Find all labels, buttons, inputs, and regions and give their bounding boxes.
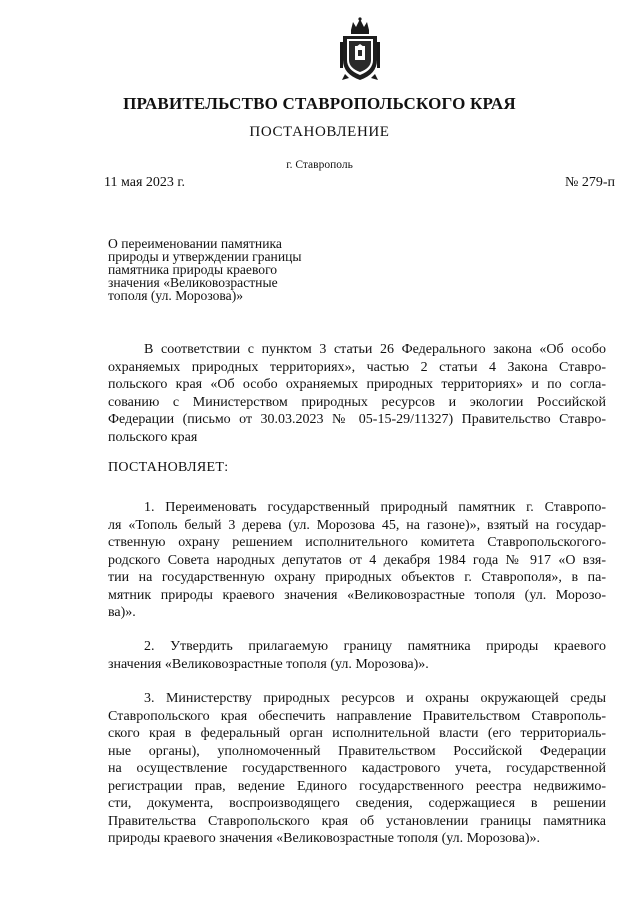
text-line: природы краевого значения «Великовозрастные тополя (ул. Морозова)». bbox=[108, 831, 540, 846]
item-2-paragraph bbox=[108, 638, 606, 673]
text-line: ского края в федеральный орган исполнительной власти (его территориаль- bbox=[108, 726, 606, 741]
subject-line: тополя (ул. Морозова)» bbox=[108, 288, 244, 303]
text-line: польского края bbox=[108, 429, 198, 445]
document-number: № 279-п bbox=[564, 175, 615, 190]
text-line: Ставропольского края обеспечить направление Правительством Ставрополь- bbox=[108, 708, 606, 724]
text-line: ственную охрану решением исполнительного комитета Ставропольскогого- bbox=[108, 535, 606, 550]
text-line: Правительства Ставропольского края об установлении границы памятника bbox=[108, 813, 606, 829]
text-line: 2. Утвердить прилагаемую границу памятника природы краевого bbox=[144, 639, 606, 654]
subject-line: О переименовании памятника bbox=[108, 236, 282, 251]
document-subject bbox=[108, 237, 328, 302]
text-line: на осуществление государственного кадастрового учета, государственной bbox=[108, 761, 606, 776]
text-line: Федерации (письмо от 30.03.2023 № 05-15-29/11327) Правительство Ставро- bbox=[108, 412, 606, 427]
government-title: ПРАВИТЕЛЬСТВО СТАВРОПОЛЬСКОГО КРАЯ bbox=[123, 94, 516, 113]
text-line: сованию с Министерством природных ресурсов и экологии Российской bbox=[108, 394, 606, 410]
text-line: значения «Великовозрастные тополя (ул. Морозова)». bbox=[108, 656, 429, 672]
text-line: мятник природы краевого значения «Великовозрастные тополя (ул. Морозо- bbox=[108, 587, 606, 603]
text-line: польского края «Об особо охраняемых природных территориях» и по согла- bbox=[108, 377, 606, 392]
text-line: ля «Тополь белый 3 дерева (ул. Морозова 45, на газоне)», взятый на государ- bbox=[108, 517, 606, 533]
text-line: В соответствии с пунктом 3 статьи 26 Федерального закона «Об особо bbox=[144, 342, 606, 357]
text-line: сти, документа, воспроизводящего сведения, содержащиеся в решении bbox=[108, 796, 606, 811]
text-line: ные органы), уполномоченный Правительством Российской Федерации bbox=[108, 743, 606, 759]
text-line: 1. Переименовать государственный природный памятник г. Ставропо- bbox=[144, 500, 606, 515]
text-line: регистрации прав, ведение Единого государственного реестра недвижимо- bbox=[108, 778, 606, 794]
subject-line: памятника природы краевого bbox=[108, 262, 278, 277]
text-line: тии на государственную охрану природных объектов г. Ставрополя», в па- bbox=[108, 570, 606, 585]
text-line: 3. Министерству природных ресурсов и охраны окружающей среды bbox=[144, 691, 606, 706]
item-1-paragraph bbox=[108, 499, 606, 622]
subject-line: природы и утверждении границы bbox=[108, 249, 302, 264]
resolves-heading: ПОСТАНОВЛЯЕТ: bbox=[108, 460, 229, 475]
subject-line: значения «Великовозрастные bbox=[108, 275, 278, 290]
text-line: родского Совета народных депутатов от 4 декабря 1984 года № 917 «О взя- bbox=[108, 552, 606, 568]
text-line: ва)». bbox=[108, 605, 136, 620]
text-line: охраняемых природных территориях», частью 2 статьи 4 Закона Ставро- bbox=[108, 359, 606, 375]
city: г. Ставрополь bbox=[286, 159, 353, 171]
preamble-paragraph bbox=[108, 341, 606, 446]
item-3-paragraph bbox=[108, 690, 606, 848]
document-type: ПОСТАНОВЛЕНИЕ bbox=[249, 124, 390, 140]
document-date: 11 мая 2023 г. bbox=[104, 175, 186, 190]
coat-of-arms-icon bbox=[339, 16, 381, 82]
